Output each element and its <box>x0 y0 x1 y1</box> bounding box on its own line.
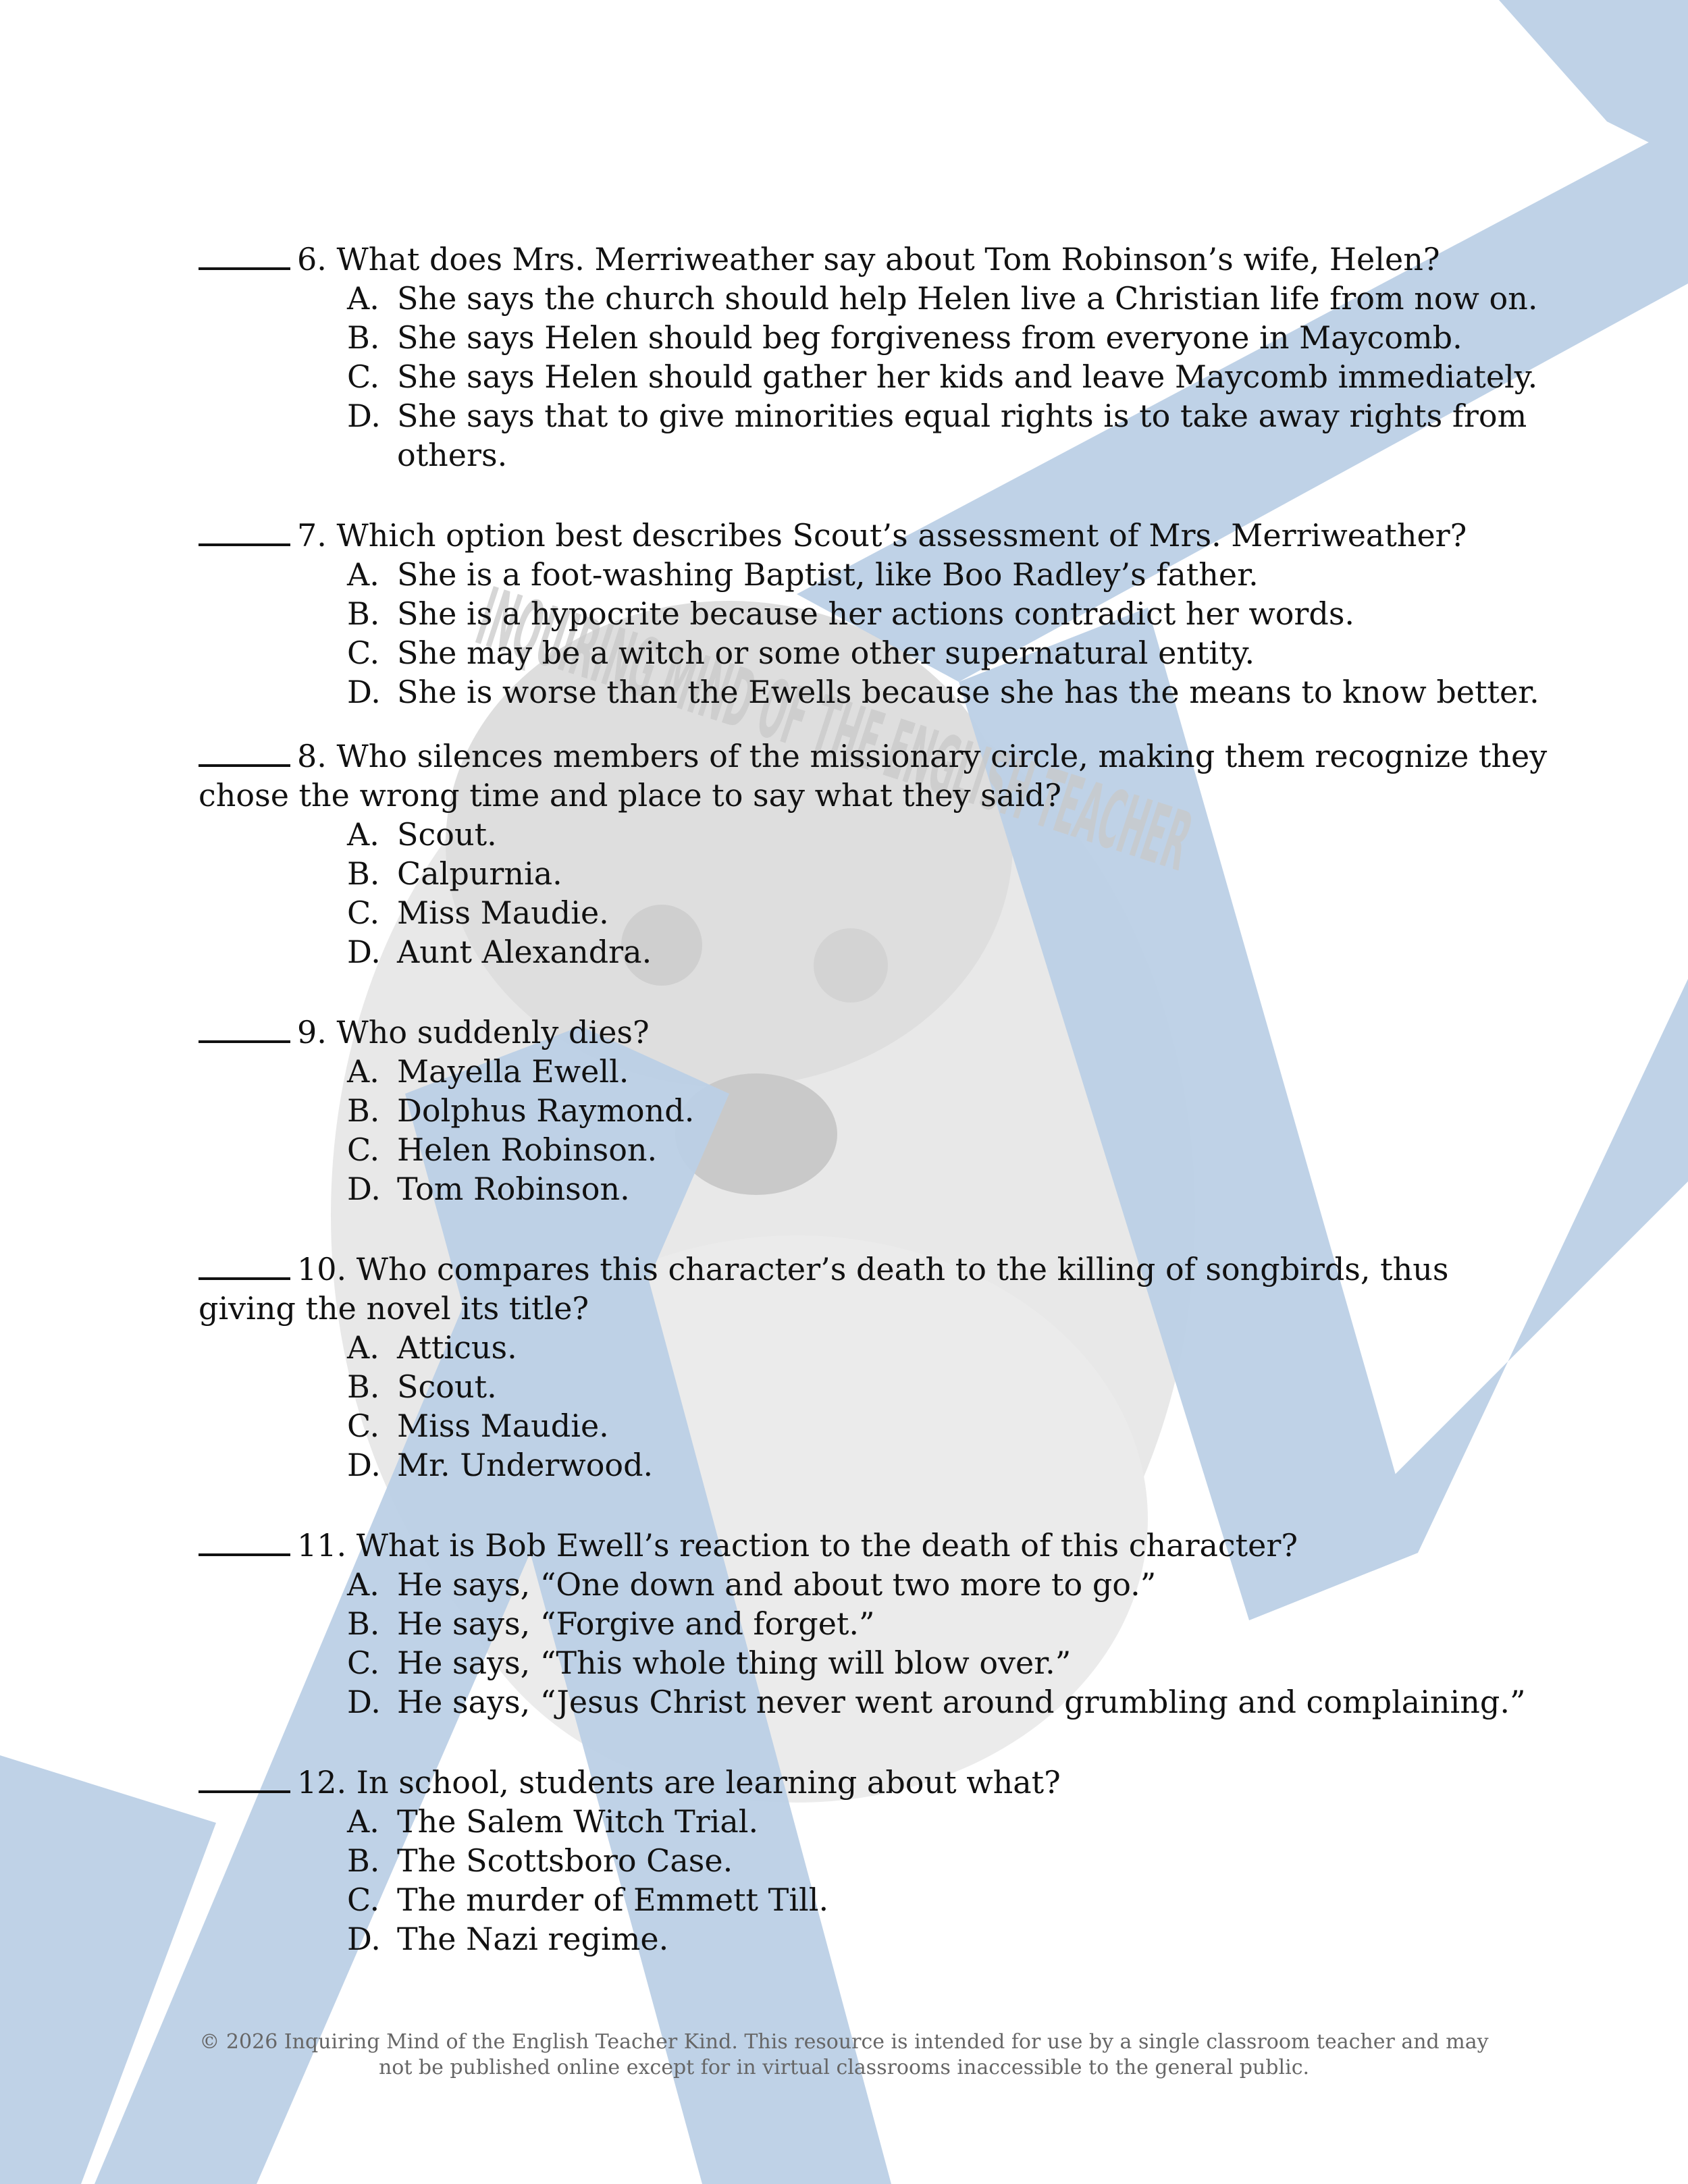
option-letter: A. <box>347 280 379 317</box>
option-d <box>347 932 1549 971</box>
option-a <box>347 1802 1549 1841</box>
option-text: She is a hypocrite because her actions contradict her words. <box>397 595 1355 632</box>
question-number: 11. <box>297 1527 347 1564</box>
option-text: Miss Maudie. <box>397 1408 609 1444</box>
option-letter: C. <box>347 1882 380 1918</box>
option-c <box>347 1880 1549 1919</box>
option-text: Scout. <box>397 816 497 853</box>
question-12 <box>199 1761 1549 1959</box>
option-text: Tom Robinson. <box>397 1171 630 1207</box>
option-text: She says Helen should beg forgiveness from everyone in Maycomb. <box>397 319 1462 356</box>
question-number: 8. <box>297 738 327 774</box>
answer-blank[interactable] <box>199 1761 290 1793</box>
question-11 <box>199 1524 1549 1722</box>
question-list <box>199 238 1549 1998</box>
option-list <box>347 815 1549 971</box>
option-text: Mr. Underwood. <box>397 1447 654 1483</box>
option-letter: A. <box>347 816 379 853</box>
question-text: Which option best describes Scout’s assessment of Mrs. Merriweather? <box>336 517 1467 554</box>
option-b <box>347 854 1549 893</box>
option-text: She says that to give minorities equal rights is to take away rights from others. <box>397 398 1527 473</box>
option-letter: A. <box>347 1566 379 1603</box>
copyright-footer <box>169 2029 1519 2081</box>
option-c <box>347 1130 1549 1169</box>
option-letter: D. <box>347 934 381 970</box>
question-text: What does Mrs. Merriweather say about Tom Robinson’s wife, Helen? <box>336 241 1440 277</box>
option-letter: B. <box>347 595 380 632</box>
option-c <box>347 1406 1549 1445</box>
answer-blank[interactable] <box>199 514 290 546</box>
option-c <box>347 893 1549 932</box>
option-text: Scout. <box>397 1368 497 1405</box>
option-letter: C. <box>347 1408 380 1444</box>
option-text: He says, “This whole thing will blow over.” <box>397 1645 1072 1681</box>
footer-line-2: not be published online except for in virtual classrooms inaccessible to the general public. <box>378 2056 1310 2079</box>
option-text: He says, “Forgive and forget.” <box>397 1605 875 1642</box>
option-c <box>347 357 1549 396</box>
option-d <box>347 1682 1549 1722</box>
option-b <box>347 594 1549 633</box>
option-text: The murder of Emmett Till. <box>397 1882 829 1918</box>
option-letter: D. <box>347 1921 381 1957</box>
option-text: She may be a witch or some other supernatural entity. <box>397 635 1255 671</box>
option-a <box>347 1565 1549 1604</box>
option-letter: A. <box>347 1053 379 1090</box>
option-text: She is worse than the Ewells because she has the means to know better. <box>397 674 1539 710</box>
option-list <box>347 1565 1549 1722</box>
question-stem <box>199 238 1549 279</box>
option-text: Calpurnia. <box>397 855 562 892</box>
option-text: The Salem Witch Trial. <box>397 1803 759 1840</box>
footer-line-1: © 2026 Inquiring Mind of the English Teacher Kind. This resource is intended for use by a single classroom teacher and may <box>199 2030 1489 2054</box>
option-b <box>347 318 1549 357</box>
option-list <box>347 1052 1549 1208</box>
question-8 <box>199 735 1549 971</box>
answer-blank[interactable] <box>199 238 290 270</box>
option-letter: B. <box>347 1092 380 1129</box>
option-letter: D. <box>347 1171 381 1207</box>
option-letter: D. <box>347 398 381 434</box>
question-number: 6. <box>297 241 327 277</box>
option-letter: C. <box>347 358 380 395</box>
option-a <box>347 555 1549 594</box>
option-a <box>347 279 1549 318</box>
question-9 <box>199 1011 1549 1208</box>
question-text: What is Bob Ewell’s reaction to the death of this character? <box>356 1527 1298 1564</box>
option-list <box>347 1328 1549 1485</box>
option-c <box>347 1643 1549 1682</box>
option-d <box>347 1445 1549 1485</box>
option-d <box>347 396 1549 475</box>
question-stem <box>199 1524 1549 1565</box>
option-d <box>347 1169 1549 1208</box>
option-b <box>347 1367 1549 1406</box>
option-letter: D. <box>347 1447 381 1483</box>
option-b <box>347 1841 1549 1880</box>
option-text: He says, “Jesus Christ never went around grumbling and complaining.” <box>397 1684 1526 1720</box>
option-letter: A. <box>347 1329 379 1366</box>
option-letter: B. <box>347 1368 380 1405</box>
option-list <box>347 279 1549 475</box>
question-stem <box>199 1761 1549 1802</box>
answer-blank[interactable] <box>199 1524 290 1556</box>
question-6 <box>199 238 1549 475</box>
option-text: She says Helen should gather her kids and leave Maycomb immediately. <box>397 358 1538 395</box>
question-number: 12. <box>297 1764 347 1801</box>
question-stem <box>199 1011 1549 1052</box>
option-letter: B. <box>347 855 380 892</box>
question-text: Who compares this character’s death to the killing of songbirds, thus giving the novel its title? <box>199 1251 1449 1327</box>
option-letter: C. <box>347 1131 380 1168</box>
option-text: Atticus. <box>397 1329 517 1366</box>
option-d <box>347 1919 1549 1959</box>
option-a <box>347 1052 1549 1091</box>
option-letter: D. <box>347 674 381 710</box>
option-text: Miss Maudie. <box>397 895 609 931</box>
option-letter: B. <box>347 1842 380 1879</box>
option-text: The Scottsboro Case. <box>397 1842 733 1879</box>
option-list <box>347 1802 1549 1959</box>
answer-blank[interactable] <box>199 735 290 767</box>
option-letter: A. <box>347 556 379 593</box>
option-text: Helen Robinson. <box>397 1131 658 1168</box>
option-text: She is a foot-washing Baptist, like Boo Radley’s father. <box>397 556 1259 593</box>
option-text: The Nazi regime. <box>397 1921 669 1957</box>
answer-blank[interactable] <box>199 1248 290 1280</box>
option-d <box>347 672 1549 712</box>
option-letter: C. <box>347 635 380 671</box>
option-a <box>347 815 1549 854</box>
question-text: Who suddenly dies? <box>336 1014 650 1050</box>
question-stem <box>199 514 1549 555</box>
question-stem <box>199 735 1549 815</box>
question-number: 10. <box>297 1251 347 1287</box>
answer-blank[interactable] <box>199 1011 290 1043</box>
question-text: In school, students are learning about what? <box>356 1764 1061 1801</box>
option-letter: B. <box>347 319 380 356</box>
question-10 <box>199 1248 1549 1485</box>
question-number: 9. <box>297 1014 327 1050</box>
option-a <box>347 1328 1549 1367</box>
option-list <box>347 555 1549 712</box>
question-number: 7. <box>297 517 327 554</box>
option-letter: A. <box>347 1803 379 1840</box>
option-letter: B. <box>347 1605 380 1642</box>
option-text: He says, “One down and about two more to go.” <box>397 1566 1157 1603</box>
option-c <box>347 633 1549 672</box>
option-b <box>347 1091 1549 1130</box>
option-letter: D. <box>347 1684 381 1720</box>
question-7 <box>199 514 1549 712</box>
option-text: Dolphus Raymond. <box>397 1092 695 1129</box>
option-letter: C. <box>347 895 380 931</box>
option-text: Mayella Ewell. <box>397 1053 629 1090</box>
option-text: Aunt Alexandra. <box>397 934 652 970</box>
question-text: Who silences members of the missionary circle, making them recognize they chose the wrong time and place to say what they said? <box>199 738 1548 814</box>
question-stem <box>199 1248 1549 1328</box>
option-b <box>347 1604 1549 1643</box>
option-text: She says the church should help Helen live a Christian life from now on. <box>397 280 1538 317</box>
option-letter: C. <box>347 1645 380 1681</box>
